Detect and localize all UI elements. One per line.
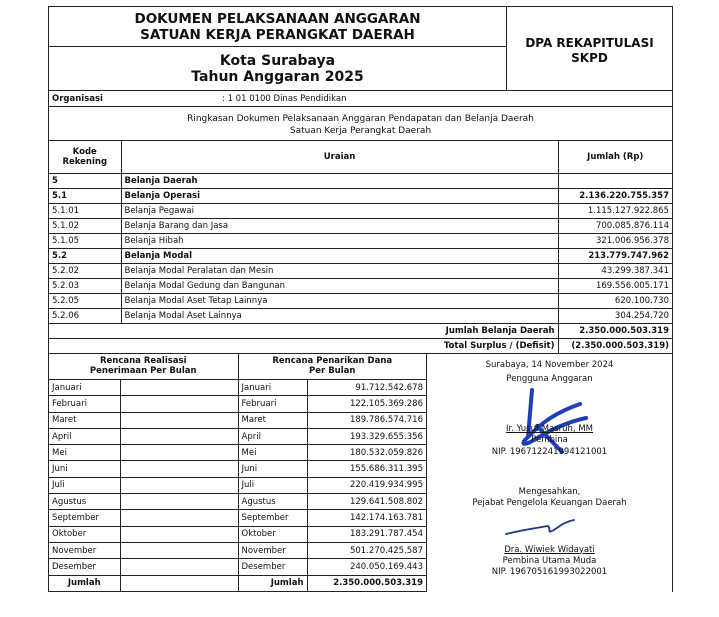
summary-line1: Ringkasan Dokumen Pelaksanaan Anggaran Pendapatan dan Belanja Daerah — [187, 114, 534, 124]
realisasi-value — [120, 542, 238, 558]
table-header — [49, 141, 672, 173]
rencana-header — [49, 354, 427, 380]
realisasi-total-value — [120, 575, 238, 591]
penarikan-value: 180.532.059.826 — [307, 445, 427, 461]
penarikan-value: 142.174.163.781 — [307, 510, 427, 526]
penarikan-bulan: Juli — [238, 477, 307, 493]
document-header — [49, 7, 672, 91]
penarikan-header-line2: Per Bulan — [309, 366, 356, 377]
organisasi-row — [49, 91, 672, 107]
table-row — [49, 233, 672, 248]
dpa-document — [48, 6, 673, 592]
header-left — [49, 7, 507, 90]
organisasi-value: : 1 01 0100 Dinas Pendidikan — [222, 93, 347, 104]
row-kode: 5.2.02 — [49, 263, 121, 278]
penarikan-total-label: Jumlah — [238, 575, 307, 591]
table-row — [49, 278, 672, 293]
penarikan-bulan: Mei — [238, 445, 307, 461]
penarikan-value: 122.105.369.286 — [307, 396, 427, 412]
row-kode: 5.2.03 — [49, 278, 121, 293]
realisasi-bulan: Agustus — [49, 494, 120, 510]
header-year: Tahun Anggaran 2025 — [191, 69, 364, 85]
header-kode-line2: Rekening — [62, 156, 108, 167]
signature-scribble-2 — [502, 512, 582, 542]
row-uraian: Belanja Modal Aset Tetap Lainnya — [121, 293, 558, 308]
signer1-rank: Pembina — [531, 434, 568, 445]
realisasi-bulan: Desember — [49, 559, 120, 575]
header-kode-line1: Kode — [72, 146, 97, 157]
row-uraian: Belanja Barang dan Jasa — [121, 218, 558, 233]
table-row — [49, 188, 672, 203]
row-jumlah: 2.136.220.755.357 — [558, 188, 672, 203]
doc-type — [507, 7, 672, 90]
month-row — [49, 526, 427, 542]
realisasi-value — [120, 380, 238, 396]
place-date: Surabaya, 14 November 2024 — [485, 359, 614, 370]
doc-type-line1: DPA REKAPITULASI — [525, 36, 654, 50]
row-uraian: Belanja Modal Gedung dan Bangunan — [121, 278, 558, 293]
month-row — [49, 477, 427, 493]
realisasi-value — [120, 526, 238, 542]
month-rows — [49, 380, 427, 576]
penarikan-bulan: September — [238, 510, 307, 526]
header-uraian: Uraian — [121, 141, 558, 173]
header-title-line2: SATUAN KERJA PERANGKAT DAERAH — [140, 27, 415, 43]
header-city: Kota Surabaya — [219, 53, 336, 69]
row-kode: 5.2.05 — [49, 293, 121, 308]
row-kode: 5.2 — [49, 248, 121, 263]
realisasi-value — [120, 510, 238, 526]
row-kode: 5 — [49, 173, 121, 188]
mengesahkan: Mengesahkan, — [518, 486, 581, 497]
row-jumlah: 43.299.387.341 — [558, 263, 672, 278]
signer2-name: Dra. Wiwiek Widayati — [504, 544, 595, 555]
header-kode — [49, 141, 121, 173]
row-kode: 5.2.06 — [49, 308, 121, 323]
row-uraian: Belanja Daerah — [121, 173, 558, 188]
header-title — [49, 7, 506, 47]
month-row — [49, 494, 427, 510]
row-uraian: Belanja Modal Peralatan dan Mesin — [121, 263, 558, 278]
realisasi-bulan: Februari — [49, 396, 120, 412]
doc-type-line2: SKPD — [571, 51, 608, 65]
month-row — [49, 428, 427, 444]
signature-block — [427, 354, 672, 592]
realisasi-bulan: Januari — [49, 380, 120, 396]
realisasi-bulan: Maret — [49, 412, 120, 428]
signer1-nip: NIP. 196712241994121001 — [491, 446, 608, 457]
row-kode: 5.1.01 — [49, 203, 121, 218]
month-row — [49, 380, 427, 396]
realisasi-bulan: September — [49, 510, 120, 526]
table-row — [49, 218, 672, 233]
row-uraian: Belanja Operasi — [121, 188, 558, 203]
row-jumlah: 700.085.876.114 — [558, 218, 672, 233]
row-jumlah: 169.556.005.171 — [558, 278, 672, 293]
signer2-rank: Pembina Utama Muda — [502, 555, 597, 566]
realisasi-bulan: Juli — [49, 477, 120, 493]
realisasi-value — [120, 412, 238, 428]
empty-cell — [49, 338, 121, 353]
row-kode: 5.1.02 — [49, 218, 121, 233]
header-jumlah: Jumlah (Rp) — [558, 141, 672, 173]
signer2-nip: NIP. 196705161993022001 — [491, 566, 608, 577]
realisasi-bulan: November — [49, 542, 120, 558]
row-uraian: Belanja Hibah — [121, 233, 558, 248]
realisasi-header-line2: Penerimaan Per Bulan — [89, 366, 197, 377]
month-row — [49, 461, 427, 477]
month-row — [49, 412, 427, 428]
penarikan-value: 501.270.425.587 — [307, 542, 427, 558]
realisasi-value — [120, 477, 238, 493]
table-row — [49, 173, 672, 188]
rencana-table — [49, 354, 427, 592]
penarikan-value: 183.291.787.454 — [307, 526, 427, 542]
penarikan-bulan: Desember — [238, 559, 307, 575]
month-row — [49, 445, 427, 461]
realisasi-value — [120, 559, 238, 575]
realisasi-total-label: Jumlah — [49, 575, 120, 591]
row-jumlah: 321.006.956.378 — [558, 233, 672, 248]
table-row — [49, 248, 672, 263]
realisasi-value — [120, 396, 238, 412]
penarikan-bulan: Juni — [238, 461, 307, 477]
penarikan-bulan: Maret — [238, 412, 307, 428]
table-row — [49, 263, 672, 278]
month-row — [49, 396, 427, 412]
header-subtitle — [49, 47, 506, 90]
realisasi-header-line1: Rencana Realisasi — [99, 356, 187, 367]
summary-line2: Satuan Kerja Perangkat Daerah — [289, 126, 432, 136]
realisasi-value — [120, 428, 238, 444]
penarikan-header-line1: Rencana Penarikan Dana — [272, 356, 393, 367]
belanja-table — [49, 141, 672, 354]
row-uraian: Belanja Pegawai — [121, 203, 558, 218]
table-row — [49, 203, 672, 218]
month-row — [49, 542, 427, 558]
row-jumlah — [558, 173, 672, 188]
penarikan-header — [238, 354, 427, 380]
row-kode: 5.1.05 — [49, 233, 121, 248]
penarikan-bulan: Oktober — [238, 526, 307, 542]
penarikan-value: 129.641.508.802 — [307, 494, 427, 510]
organisasi-label: Organisasi — [52, 93, 103, 104]
penarikan-value: 189.786.574.716 — [307, 412, 427, 428]
row-jumlah: 304.254.720 — [558, 308, 672, 323]
penarikan-bulan: Februari — [238, 396, 307, 412]
realisasi-bulan: Oktober — [49, 526, 120, 542]
row-uraian: Belanja Modal — [121, 248, 558, 263]
page-number — [620, 0, 669, 1]
realisasi-value — [120, 461, 238, 477]
realisasi-bulan: Juni — [49, 461, 120, 477]
jumlah-belanja-row — [49, 323, 672, 338]
role-pengguna-anggaran: Pengguna Anggaran — [506, 373, 593, 384]
penarikan-value: 193.329.655.356 — [307, 428, 427, 444]
table-row — [49, 293, 672, 308]
realisasi-value — [120, 445, 238, 461]
penarikan-value: 91.712.542.678 — [307, 380, 427, 396]
penarikan-bulan: Agustus — [238, 494, 307, 510]
penarikan-total-value: 2.350.000.503.319 — [307, 575, 427, 591]
row-uraian: Belanja Modal Aset Lainnya — [121, 308, 558, 323]
summary-title — [49, 107, 672, 141]
month-row — [49, 510, 427, 526]
penarikan-bulan: April — [238, 428, 307, 444]
surplus-label: Total Surplus / (Defisit) — [121, 338, 558, 353]
surplus-row — [49, 338, 672, 353]
row-jumlah: 620.100.730 — [558, 293, 672, 308]
jumlah-belanja-label: Jumlah Belanja Daerah — [121, 323, 558, 338]
realisasi-bulan: April — [49, 428, 120, 444]
realisasi-bulan: Mei — [49, 445, 120, 461]
penarikan-bulan: Januari — [238, 380, 307, 396]
jumlah-belanja-value: 2.350.000.503.319 — [558, 323, 672, 338]
penarikan-value: 155.686.311.395 — [307, 461, 427, 477]
surplus-value: (2.350.000.503.319) — [558, 338, 672, 353]
table-row — [49, 308, 672, 323]
penarikan-value: 240.050.169.443 — [307, 559, 427, 575]
realisasi-header — [49, 354, 238, 380]
row-jumlah: 213.779.747.962 — [558, 248, 672, 263]
empty-cell — [49, 323, 121, 338]
month-row — [49, 559, 427, 575]
header-title-line1: DOKUMEN PELAKSANAAN ANGGARAN — [134, 11, 421, 27]
penarikan-value: 220.419.934.995 — [307, 477, 427, 493]
signer1-name: Ir. Yusuf Masruh, MM — [505, 423, 594, 434]
row-kode: 5.1 — [49, 188, 121, 203]
realisasi-value — [120, 494, 238, 510]
penarikan-bulan: November — [238, 542, 307, 558]
pejabat-pengelola: Pejabat Pengelola Keuangan Daerah — [472, 497, 627, 508]
rencana-total-row — [49, 575, 427, 591]
bottom-section — [49, 354, 672, 592]
row-jumlah: 1.115.127.922.865 — [558, 203, 672, 218]
